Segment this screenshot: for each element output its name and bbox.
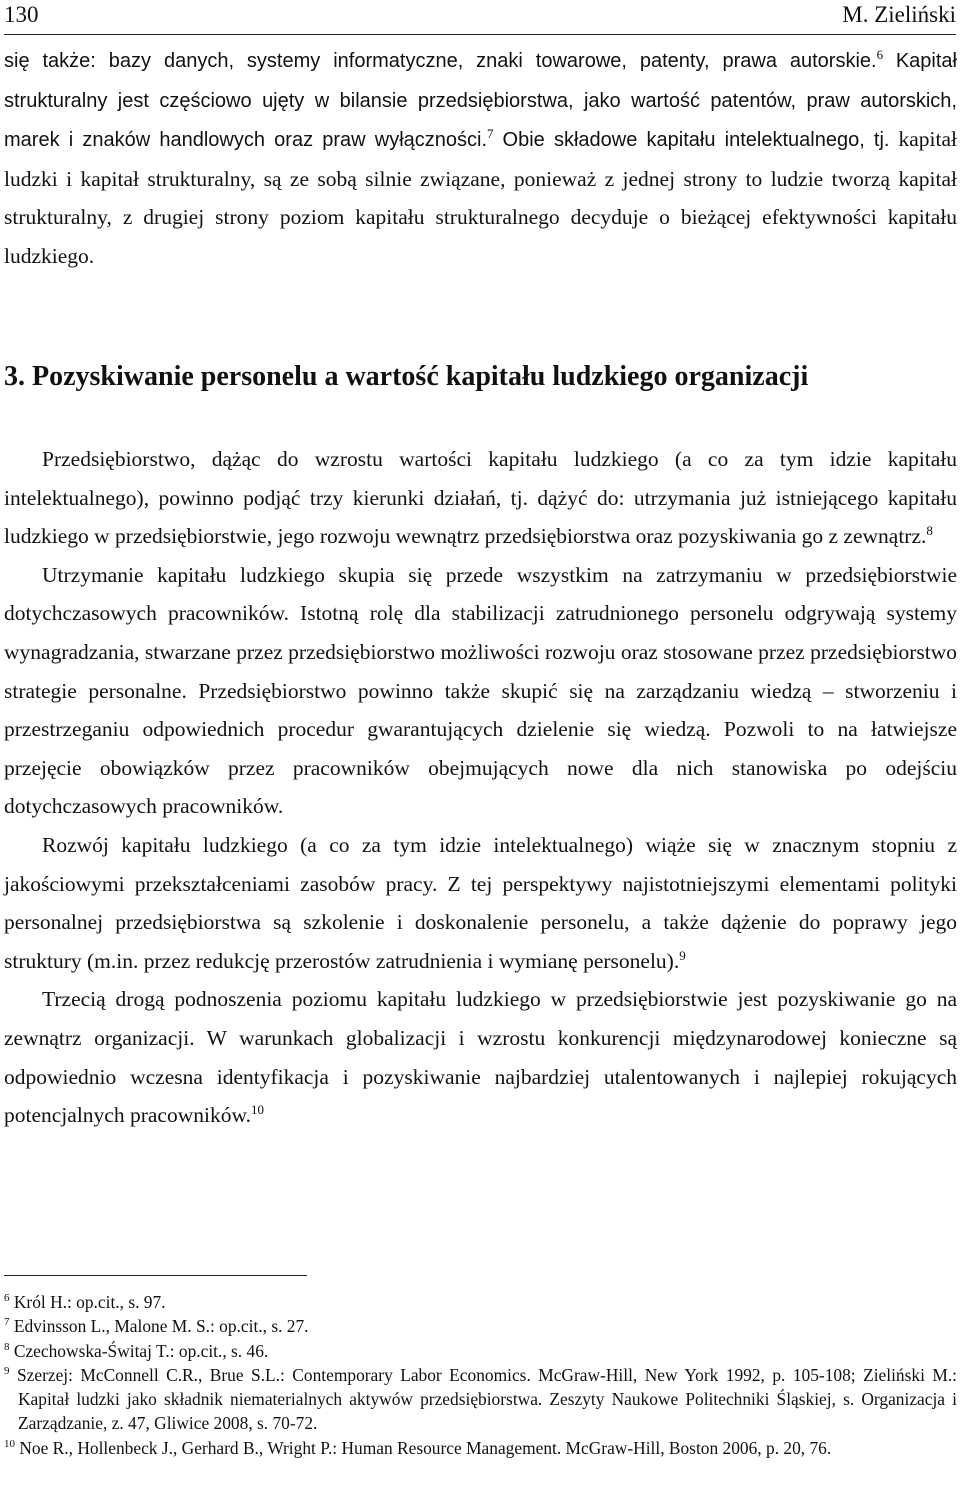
intro-sentence-3b: kapitał ludzki i kapitał strukturalny, są ze sobą silnie związane, ponieważ z jednej strony to ludzie tworzą kapitał strukturalny, z drugiej strony poziom kapitału strukturalnego decyduje o bieżącej efektywności kapitału ludzkiego.: [4, 127, 958, 268]
intro-sentence-1: się także: bazy danych, systemy informatyczne, znaki towarowe, patenty, prawa autorskie.: [4, 50, 877, 72]
header-author: M. Zieliński: [842, 2, 956, 27]
footnote-text: Szerzej: McConnell C.R., Brue S.L.: Contemporary Labor Economics. McGraw-Hill, New York 1992, p. 105-108; Zieliński M.: Kapitał ludzki jako składnik niematerialnych aktywów przedsiębiorstwa. Zeszyty Naukowe Politechniki Śląskiej, s. Organizacja i Zarządzanie, z. 47, Gliwice 2008, s. 70-72.: [16, 1364, 957, 1434]
footnote-number: 10: [4, 1437, 15, 1450]
paragraph-3: [4, 826, 957, 980]
intro-sentence-3a: Obie składowe kapitału intelektualnego, tj.: [502, 129, 890, 151]
footnote-ref-7[interactable]: 7: [487, 125, 494, 141]
section-body: [4, 440, 957, 1135]
footnotes: [4, 1290, 957, 1460]
footnote-item: [4, 1363, 957, 1436]
footnote-separator: [4, 1275, 307, 1276]
paragraph-1-text: Przedsiębiorstwo, dążąc do wzrostu wartości kapitału ludzkiego (a co za tym idzie kapitału intelektualnego), powinno podjąć trzy kierunki działań, tj. dążyć do: utrzymania już istniejącego kapitału ludzkiego w przedsiębiorstwie, jego rozwoju wewnątrz przedsiębiorstwa oraz pozyskiwania go z zewnątrz.: [4, 447, 957, 549]
footnote-item: [4, 1314, 957, 1338]
paragraph-3-text: Rozwój kapitału ludzkiego (a co za tym idzie intelektualnego) wiąże się w znacznym stopniu z jakościowymi przekształceniami zasobów pracy. Z tej perspektywy najistotniejszymi elementami polityki personalnej przedsiębiorstwa są szkolenie i doskonalenie personelu, a także dążenie do poprawy jego struktury (m.in. przez redukcję przerostów zatrudnienia i wymianę personelu).: [4, 832, 957, 973]
footnote-text: Noe R., Hollenbeck J., Gerhard B., Wright P.: Human Resource Management. McGraw-Hill, Boston 2006, p. 20, 76.: [19, 1437, 832, 1458]
footnote-number: 8: [4, 1340, 10, 1353]
intro-paragraph: [4, 41, 957, 275]
footnote-ref-9[interactable]: 9: [679, 947, 686, 963]
paragraph-2: Utrzymanie kapitału ludzkiego skupia się przede wszystkim na zatrzymaniu w przedsiębiorstwie dotychczasowych pracowników. Istotną rolę dla stabilizacji zatrudnionego personelu odgrywają systemy wynagradzania, stwarzane przez przedsiębiorstwo możliwości rozwoju oraz stosowane przez przedsiębiorstwo strategie personalne. Przedsiębiorstwo powinno także skupić się na zarządzaniu wiedzą – stworzeniu i przestrzeganiu odpowiednich procedur gwarantujących dzielenie się wiedzą. Pozwoli to na łatwiejsze przejęcie obowiązków przez pracowników obejmujących nowe dla nich stanowiska po odejściu dotychczasowych pracowników.: [4, 562, 957, 819]
footnote-item: [4, 1290, 957, 1314]
footnote-number: 7: [4, 1316, 10, 1329]
section-heading: 3. Pozyskiwanie personelu a wartość kapitału ludzkiego organizacji: [4, 361, 809, 392]
footnote-ref-8[interactable]: 8: [926, 523, 933, 539]
page-number: 130: [4, 2, 39, 27]
footnote-ref-10[interactable]: 10: [250, 1101, 264, 1117]
running-header: [4, 0, 956, 35]
footnote-text: Czechowska-Świtaj T.: op.cit., s. 46.: [13, 1340, 269, 1361]
intro-sentence-2: Kapitał strukturalny jest częściowo ujęty w bilansie przedsiębiorstwa, jako wartość patentów, praw autorskich, marek i znaków handlowych oraz praw wyłączności.: [4, 50, 957, 151]
footnote-item: [4, 1339, 957, 1363]
footnote-number: 9: [4, 1365, 10, 1378]
footnote-text: Król H.: op.cit., s. 97.: [13, 1292, 166, 1312]
footnote-ref-6[interactable]: 6: [876, 46, 884, 62]
footnote-item: [4, 1436, 957, 1460]
paragraph-1: [4, 440, 957, 556]
paragraph-4-text: Trzecią drogą podnoszenia poziomu kapitału ludzkiego w przedsiębiorstwie jest pozyskiwanie go na zewnątrz organizacji. W warunkach globalizacji i wzrostu konkurencji międzynarodowej konieczne są odpowiednio wczesna identyfikacja i pozyskiwanie najbardziej utalentowanych i najlepiej rokujących potencjalnych pracowników.: [4, 987, 957, 1128]
paragraph-4: [4, 980, 957, 1134]
body-text: [4, 41, 958, 1128]
footnote-number: 6: [4, 1292, 10, 1305]
footnote-text: Edvinsson L., Malone M. S.: op.cit., s. 27.: [13, 1316, 309, 1337]
